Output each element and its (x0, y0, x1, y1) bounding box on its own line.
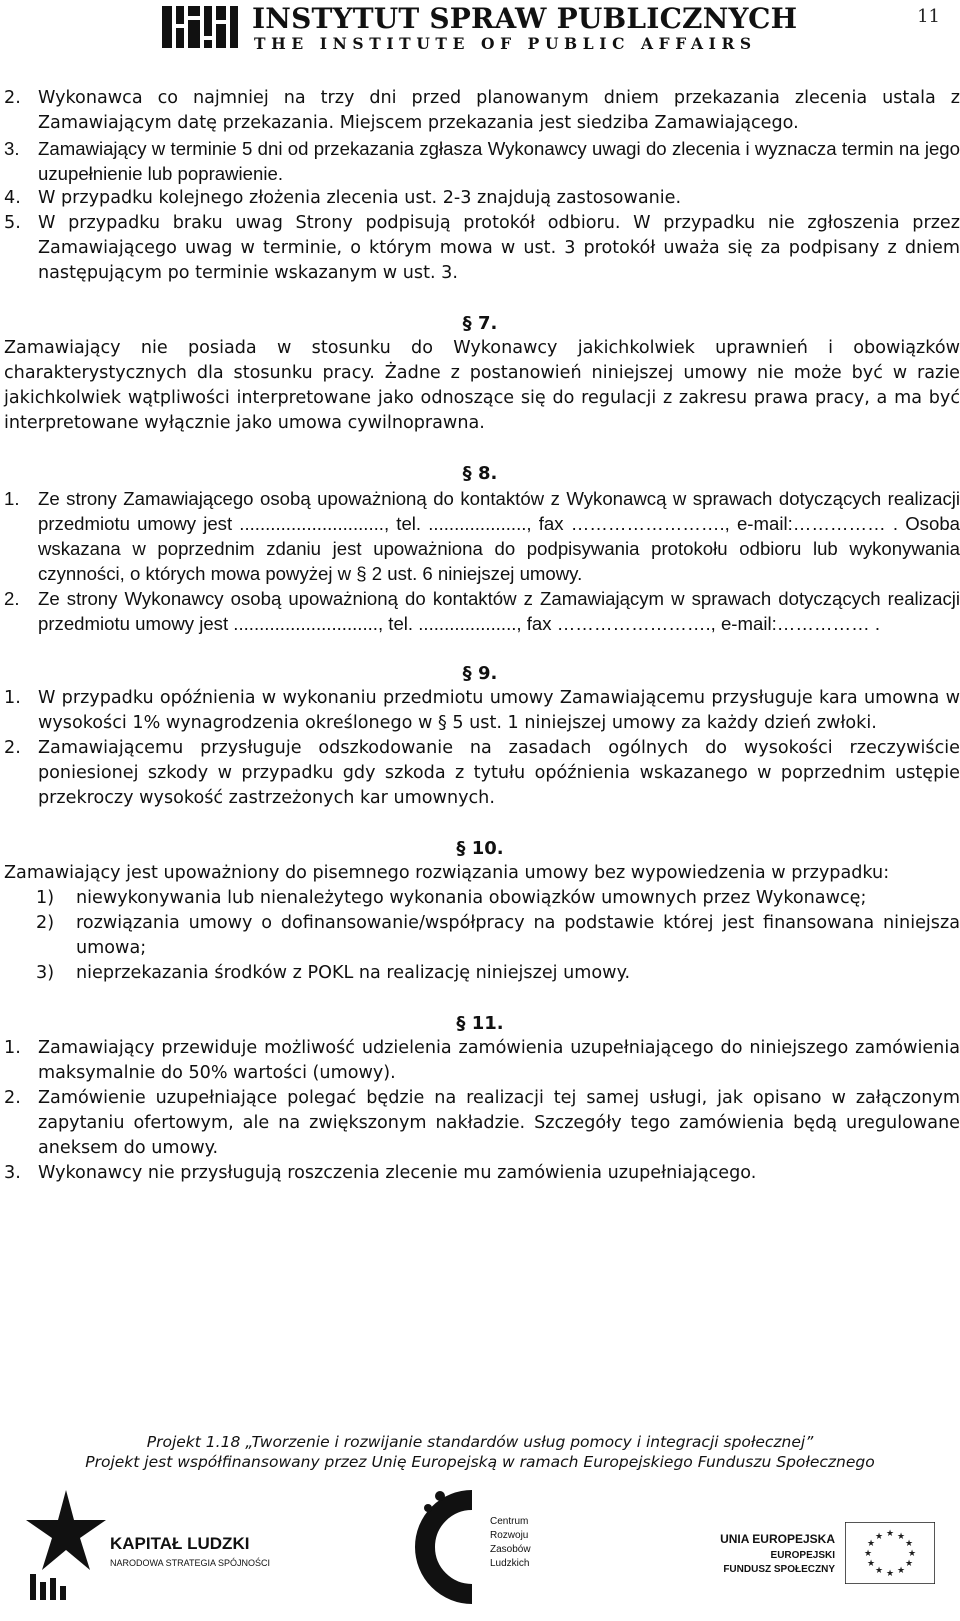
list-item-text: niewykonywania lub nienależytego wykonania obowiązków umownych przez Wykonawcę; (76, 888, 867, 908)
list-item-number: 1. (4, 488, 20, 509)
footer-project-line: Projekt 1.18 „Tworzenie i rozwijanie standardów usług pomocy i integracji społecznej” (146, 1433, 814, 1451)
section-10-list (0, 886, 960, 986)
svg-text:★: ★ (904, 1539, 914, 1549)
section-8-list (0, 486, 960, 636)
kapital-ludzki-title: KAPITAŁ LUDZKI (110, 1534, 250, 1553)
kapital-ludzki-emblem-icon (26, 1490, 106, 1602)
svg-text:★: ★ (896, 1566, 906, 1576)
list-item-text: Zamówienie uzupełniające polegać będzie na realizacji tej samej usługi, jak opisano w załączonym zapytaniu ofertowym, ale na zwiększonym nakładzie. Szczegóły tego zamówienia będą uregulowane aneksem do umowy. (38, 1088, 960, 1158)
list-item-number: 1) (36, 888, 55, 908)
section-11-list (0, 1036, 960, 1186)
list-item-number: 2. (4, 88, 21, 108)
list-item (0, 1086, 960, 1161)
list-item (0, 136, 960, 186)
section-9-list (0, 686, 960, 811)
svg-text:★: ★ (866, 1559, 876, 1569)
list-item-number: 2. (4, 588, 20, 609)
list-item-number: 3) (36, 963, 55, 983)
list-item (0, 961, 960, 986)
svg-text:★: ★ (885, 1529, 895, 1539)
list-item-number: 1. (4, 688, 21, 708)
section-heading-10: § 10. (456, 838, 504, 859)
section-7-text: Zamawiający nie posiada w stosunku do Wykonawcy jakichkolwiek uprawnień i obowiązków charakterystycznych dla stosunku pracy. Żadne z postanowień niniejszej umowy nie może być w razie jakichkolwiek wątpliwości interpretowane jako odnoszące się do regulacji z zakresu prawa pracy, a ma być interpretowane wyłącznie jako umowa cywilnoprawna. (4, 338, 960, 433)
crzl-line-2: Rozwoju (490, 1530, 529, 1541)
list-item-text: rozwiązania umowy o dofinansowanie/współpracy na podstawie której jest finansowana niniejsza umowa; (76, 913, 960, 958)
list-item (0, 1036, 960, 1086)
list-item-text: W przypadku braku uwag Strony podpisują protokół odbioru. W przypadku nie zgłoszenia przez Zamawiającego uwag w terminie, o którym mowa w ust. 3 protokół uważa się za podpisany z dniem następującym po terminie wskazanym w ust. 3. (38, 213, 960, 283)
crzl-emblem-icon (410, 1482, 490, 1612)
svg-text:★: ★ (874, 1532, 884, 1542)
eu-fund-line-1: EUROPEJSKI (770, 1550, 835, 1561)
list-item (0, 211, 960, 286)
list-item-text: W przypadku kolejnego złożenia zlecenia ust. 2-3 znajdują zastosowanie. (38, 188, 682, 208)
svg-text:★: ★ (896, 1532, 906, 1542)
section-heading-9: § 9. (462, 663, 498, 684)
list-item-text: Zamawiający w terminie 5 dni od przekazania zgłasza Wykonawcy uwagi do zlecenia i wyznacza termin na jego uzupełnienie lub poprawienie. (38, 138, 960, 184)
eu-logo (720, 1500, 935, 1615)
list-item-number: 1. (4, 1038, 21, 1058)
list-item-number: 5. (4, 213, 21, 233)
list-item-number: 2. (4, 1088, 21, 1108)
list-item-text: Wykonawcy nie przysługują roszczenia zlecenie mu zamówienia uzupełniającego. (38, 1163, 757, 1183)
list-item-text: Zamawiający przewiduje możliwość udzielenia zamówienia uzupełniającego do niniejszego zamówienia maksymalnie do 50% wartości (umowy). (38, 1038, 960, 1083)
kapital-ludzki-logo (26, 1490, 276, 1605)
eu-flag-icon (845, 1522, 935, 1584)
svg-text:★: ★ (904, 1559, 914, 1569)
page-number: 11 (917, 6, 940, 27)
section-heading-8: § 8. (462, 463, 498, 484)
eu-title: UNIA EUROPEJSKA (720, 1532, 835, 1546)
list-item-text: Ze strony Wykonawcy osobą upoważnioną do kontaktów z Zamawiającym w sprawach dotyczących realizacji przedmiotu umowy jest ............................, tel. ..................., fax ……………………., e-mail:…………… . (38, 588, 960, 634)
list-item (0, 586, 960, 636)
list-item (0, 1161, 960, 1186)
eu-fund-line-2: FUNDUSZ SPOŁECZNY (723, 1564, 835, 1575)
page-header (0, 0, 960, 60)
list-item (0, 686, 960, 736)
svg-text:★: ★ (863, 1549, 873, 1559)
crzl-line-4: Ludzkich (490, 1558, 530, 1569)
list-item (0, 86, 960, 136)
footer-funding-line: Projekt jest współfinansowany przez Unię Europejską w ramach Europejskiego Funduszu Społecznego (85, 1453, 875, 1471)
list-item-number: 2. (4, 738, 21, 758)
footer-text (0, 1432, 960, 1472)
list-item-text: W przypadku opóźnienia w wykonaniu przedmiotu umowy Zamawiającemu przysługuje kara umowna w wysokości 1% wynagrodzenia określonego w § 5 ust. 1 niniejszej umowy za każdy dzień zwłoki. (38, 688, 960, 733)
svg-text:★: ★ (866, 1539, 876, 1549)
kapital-ludzki-subtitle: NARODOWA STRATEGIA SPÓJNOŚCI (110, 1558, 271, 1568)
institute-name-english: THE INSTITUTE OF PUBLIC AFFAIRS (254, 34, 757, 53)
list-item (0, 911, 960, 961)
list-item-number: 3. (4, 138, 20, 159)
institute-logo-icon (160, 4, 240, 50)
svg-text:★: ★ (874, 1566, 884, 1576)
list-item (0, 886, 960, 911)
svg-text:★: ★ (885, 1569, 895, 1579)
crzl-line-3: Zasobów (490, 1544, 531, 1555)
list-item-text: nieprzekazania środków z POKL na realizację niniejszej umowy. (76, 963, 631, 983)
list-item (0, 486, 960, 586)
section-heading-11: § 11. (456, 1013, 504, 1034)
document-body (0, 86, 960, 1416)
intro-list (0, 86, 960, 286)
list-item-number: 4. (4, 188, 21, 208)
list-item-text: Wykonawca co najmniej na trzy dni przed planowanym dniem przekazania zlecenia ustala z Zamawiającym datę przekazania. Miejscem przekazania jest siedziba Zamawiającego. (38, 88, 960, 133)
svg-text:★: ★ (907, 1549, 917, 1559)
section-heading-7: § 7. (462, 313, 498, 334)
crzl-line-1: Centrum (490, 1516, 529, 1527)
list-item-text: Ze strony Zamawiającego osobą upoważnioną do kontaktów z Wykonawcą w sprawach dotyczących realizacji przedmiotu umowy jest ............................, tel. ..................., fax ……………………., e-mail:…………… . Osoba wskazana w poprzednim zdaniu jest upoważniona do podpisywania protokołu odbioru lub wykonywania czynności, o których mowa powyżej w § 2 ust. 6 niniejszej umowy. (38, 488, 960, 584)
list-item-number: 2) (36, 913, 55, 933)
crzl-logo (410, 1482, 550, 1612)
institute-name: INSTYTUT SPRAW PUBLICZNYCH (252, 2, 798, 35)
list-item-number: 3. (4, 1163, 21, 1183)
list-item (0, 186, 960, 211)
list-item (0, 736, 960, 811)
section-10-intro: Zamawiający jest upoważniony do pisemnego rozwiązania umowy bez wypowiedzenia w przypadku: (4, 863, 890, 883)
list-item-text: Zamawiającemu przysługuje odszkodowanie na zasadach ogólnych do wysokości rzeczywiście poniesionej szkody w przypadku gdy szkoda z tytułu opóźnienia wskazanego w poprzednim ustępie przekroczy wysokość zastrzeżonych kar umownych. (38, 738, 960, 808)
